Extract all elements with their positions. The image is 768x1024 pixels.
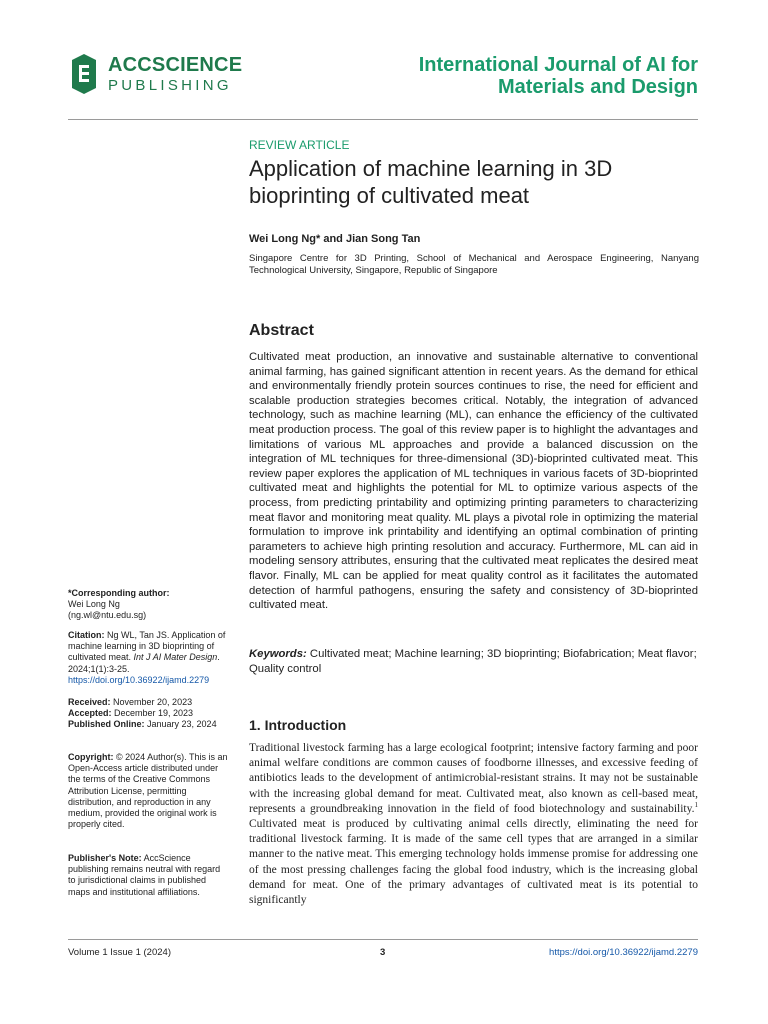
intro-text-part1: Traditional livestock farming has a large ecological footprint; intensive factory farming and poor animal welfare conditions are common causes of foodborne illnesses, and excessive feeding of antibiotics leads to the development of antimicrobial-resistant strains. It may not be sustainable with the increasing global demand for meat. Cultivated meat, also known as cell-based meat, represents a groundbreaking innovation in the field of food biotechnology and sustainability. xyxy=(249,742,698,815)
logo-line2: PUBLISHING xyxy=(108,77,232,94)
corr-email[interactable]: (ng.wl@ntu.edu.sg) xyxy=(68,610,147,621)
intro-text xyxy=(249,741,698,908)
corresponding-author xyxy=(68,588,228,622)
citation-doi-link[interactable]: https://doi.org/10.36922/ijamd.2279 xyxy=(68,674,210,685)
footer-divider xyxy=(68,939,698,940)
abstract-text: Cultivated meat production, an innovative and sustainable alternative to conventional animal farming, has gained significant attention in recent years. As the demand for ethical and environmentally friendly protein sources continues to rise, the need for efficient and scalable production strategies becomes critical. Notably, the integration of advanced technology, such as machine learning (ML), can enhance the efficiency of the cultivated meat production process. The goal of this review paper is to highlight the advantages and limitations of various ML approaches and provide a balanced discussion on the integration of ML techniques for three-dimensional (3D)-bioprinted cultivated meat. This review paper explores the application of ML techniques in various facets of 3D-bioprinted cultivated meat and highlights the potential for ML to optimize various aspects of the process, from predicting printability and optimizing printing parameters to characterizing meat flavor and monitoring meat quality. ML plays a pivotal role in optimizing the material formulation to improve ink printability and identifying an optimal combination of printing parameters to achieve high printing resolution and accuracy. Furthermore, ML can aid in modeling sensory attributes, ensuring that the cultivated meat replicates the desired meat flavor. Finally, ML can be applied for meat quality control as it facilitates the automated detection of harmful pathogens, ensuring the safety and consistency of 3D-bioprinted cultivated meat. xyxy=(249,351,698,612)
header-divider xyxy=(68,119,698,120)
journal-title-line1: International Journal of AI for xyxy=(418,54,698,76)
corr-label: *Corresponding author: xyxy=(68,588,170,598)
logo-line1: ACCSCIENCE xyxy=(108,54,243,76)
citation-journal: Int J AI Mater Design xyxy=(133,652,218,663)
article-dates xyxy=(68,697,228,731)
keywords-label: Keywords: xyxy=(249,648,307,660)
published-date: January 23, 2024 xyxy=(144,719,217,730)
copyright-text: © 2024 Author(s). This is an Open-Access article distributed under the terms of the Creative Commons Attribution License, permitting distribution, and reproduction in any medium, provided the original work is properly cited. xyxy=(68,752,228,830)
accepted-label: Accepted: xyxy=(68,708,112,719)
received-date: November 20, 2023 xyxy=(110,697,193,707)
accscience-logo-icon xyxy=(68,52,100,96)
received-label: Received: xyxy=(68,697,111,707)
copyright-label: Copyright: xyxy=(68,752,114,762)
accepted-date: December 19, 2023 xyxy=(111,708,194,719)
keywords-text: Cultivated meat; Machine learning; 3D bioprinting; Biofabrication; Meat flavor; Quality control xyxy=(249,648,697,675)
journal-title-line2: Materials and Design xyxy=(497,76,698,98)
citation-text: Ng WL, Tan JS. Application of machine learning in 3D bioprinting of cultivated meat. xyxy=(68,630,226,663)
publisher-logo xyxy=(68,52,242,96)
article-authors: Wei Long Ng* and Jian Song Tan xyxy=(249,233,421,245)
abstract-heading: Abstract xyxy=(249,322,314,339)
footer-volume: Volume 1 Issue 1 (2024) xyxy=(68,947,171,958)
note-text: AccScience publishing remains neutral with regard to jurisdictional claims in published maps and institutional affiliations. xyxy=(68,853,221,897)
reference-link[interactable]: 1 xyxy=(694,800,698,809)
citation-rest: . 2024;1(1):3-25. xyxy=(68,652,220,674)
footer-doi-link[interactable]: https://doi.org/10.36922/ijamd.2279 xyxy=(549,947,698,958)
author-affiliation: Singapore Centre for 3D Printing, School of Mechanical and Aerospace Engineering, Nanyang Technological University, Singapore, Republic of Singapore xyxy=(249,253,699,276)
page-number: 3 xyxy=(380,947,386,958)
citation-label: Citation: xyxy=(68,630,105,640)
publishers-note xyxy=(68,853,228,898)
intro-heading: 1. Introduction xyxy=(249,717,347,733)
intro-text-part2: Cultivated meat is produced by cultivating animal cells directly, eliminating the need for traditional livestock farming. It is made of the same cell types that are arranged in a similar manner to the native meat. This emerging technology holds immense promise for addressing one of the most pressing challenges facing the global food industry, which is the increasing global demand for meat. One of the primary advantages of cultivated meat is its potential to significantly xyxy=(249,818,698,907)
citation xyxy=(68,630,228,686)
note-label: Publisher's Note: xyxy=(68,853,142,863)
article-title: Application of machine learning in 3D bioprinting of cultivated meat xyxy=(249,156,613,208)
journal-title xyxy=(419,54,698,98)
article-type: REVIEW ARTICLE xyxy=(249,138,350,152)
published-label: Published Online: xyxy=(68,719,145,730)
corr-name: Wei Long Ng xyxy=(68,599,120,610)
copyright xyxy=(68,752,228,830)
keywords xyxy=(249,647,698,677)
